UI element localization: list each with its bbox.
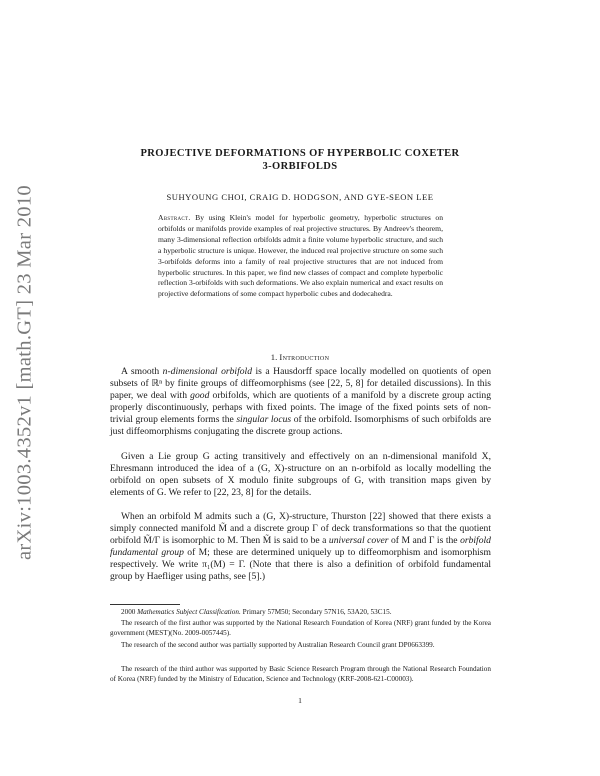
page-number: 1 xyxy=(298,696,302,705)
footnote-divider xyxy=(110,604,180,605)
text-run: of M; these are determined uniquely up to diffeomorphism and isomorphism respectively. We write π₁(M) = Γ. (Note that there is also a definition of orbifold fundamental group by Haefliger using paths, see [5].) xyxy=(110,547,491,583)
author-list: SUHYOUNG CHOI, CRAIG D. HODGSON, AND GYE-SEON LEE xyxy=(166,192,434,202)
intro-paragraph-1 xyxy=(110,366,491,439)
section-heading xyxy=(110,352,490,362)
footnote-funding-2: The research of the second author was partially supported by Australian Research Council grant DP0663399. xyxy=(121,641,435,649)
title-line-1: PROJECTIVE DEFORMATIONS OF HYPERBOLIC COXETER xyxy=(140,148,460,159)
text-run: A smooth xyxy=(121,366,163,377)
abstract xyxy=(158,213,443,300)
footnote-funding-1: The research of the first author was supported by the National Research Foundation of Korea (NRF) grant funded by the Korea government (MEST)(No. 2009-0057445). xyxy=(110,619,491,637)
intro-paragraph-2: Given a Lie group G acting transitively and effectively on an n-dimensional manifold X, Ehresmann introduced the idea of a (G, X)-structure on an n-orbifold as locally modelling the orbifold on open subsets of X modulo finite subgroups of G, with transition maps given by elements of G. We refer to [22, 23, 8] for the details. xyxy=(110,451,491,499)
text-run: When an orbifold M admits such a (G, X)-structure, Thurston [22] showed that there exists a simply connected manifold M̃ and a discrete group Γ of deck transformations so that the quotient orbifold M̃/Γ is isomorphic to M. Then M̃ is said to be a xyxy=(110,511,491,547)
intro-paragraph-3 xyxy=(110,511,491,584)
text-run: 2000 xyxy=(121,608,138,616)
text-run: is a Hausdorff space locally modelled on quotients of open subsets of ℝⁿ by finite groups of diffeomorphisms (see [22, 5, 8] for detailed discussions). In this paper, we deal with xyxy=(110,366,491,402)
emphasis-run: singular locus xyxy=(236,414,292,426)
text-run: of M and Γ is the xyxy=(388,535,461,547)
text-run: orbifolds, which are quotients of a manifold by a discrete group acting properly discontinuously, perhaps with fixed points. The image of the fixed points sets of non-trivial group elements forms the xyxy=(110,390,491,426)
footnote-funding-3: The research of the third author was supported by Basic Science Research Program through the National Research Foundation of Korea (NRF) funded by the Ministry of Education, Science and Technology (KRF-2008-621-C00003). xyxy=(110,665,491,683)
text-run: Primary 57M50; Secondary 57N16, 53A20, 53C15. xyxy=(240,608,392,616)
abstract-text: By using Klein's model for hyperbolic geometry, hyperbolic structures on orbifolds or manifolds provide examples of real projective structures. By Andreev's theorem, many 3-dimensional reflection orbifolds admit a finite volume hyperbolic structure, and such a hyperbolic structure is unique. However, the induced real projective structure on some such 3-orbifolds deforms into a family of real projective structures that are not induced from hyperbolic structures. In this paper, we find new classes of compact and complete hyperbolic reflection 3-orbifolds with such deformations. We also explain numerical and exact results on projective deformations of some compact hyperbolic cubes and dodecahedra. xyxy=(158,213,443,299)
emphasis-run: good xyxy=(190,390,210,402)
emphasis-run: n-dimensional orbifold xyxy=(162,366,252,377)
section-number: 1. xyxy=(270,352,278,362)
title-line-2: 3-ORBIFOLDS xyxy=(262,161,338,172)
text-run: of the orbifold. Isomorphisms of such orbifolds are just diffeomorphisms conjugating the discrete group actions. xyxy=(110,414,491,438)
emphasis-run: Mathematics Subject Classification. xyxy=(137,608,241,616)
footnote-msc xyxy=(110,607,491,617)
emphasis-run: orbifold fundamental group xyxy=(110,535,491,559)
abstract-label: Abstract. xyxy=(158,213,191,222)
arxiv-identifier-stamp: arXiv:1003.4352v1 [math.GT] 23 Mar 2010 xyxy=(13,185,36,560)
paper-title xyxy=(110,147,490,173)
emphasis-run: universal cover xyxy=(328,535,389,547)
section-title: Introduction xyxy=(279,352,330,362)
